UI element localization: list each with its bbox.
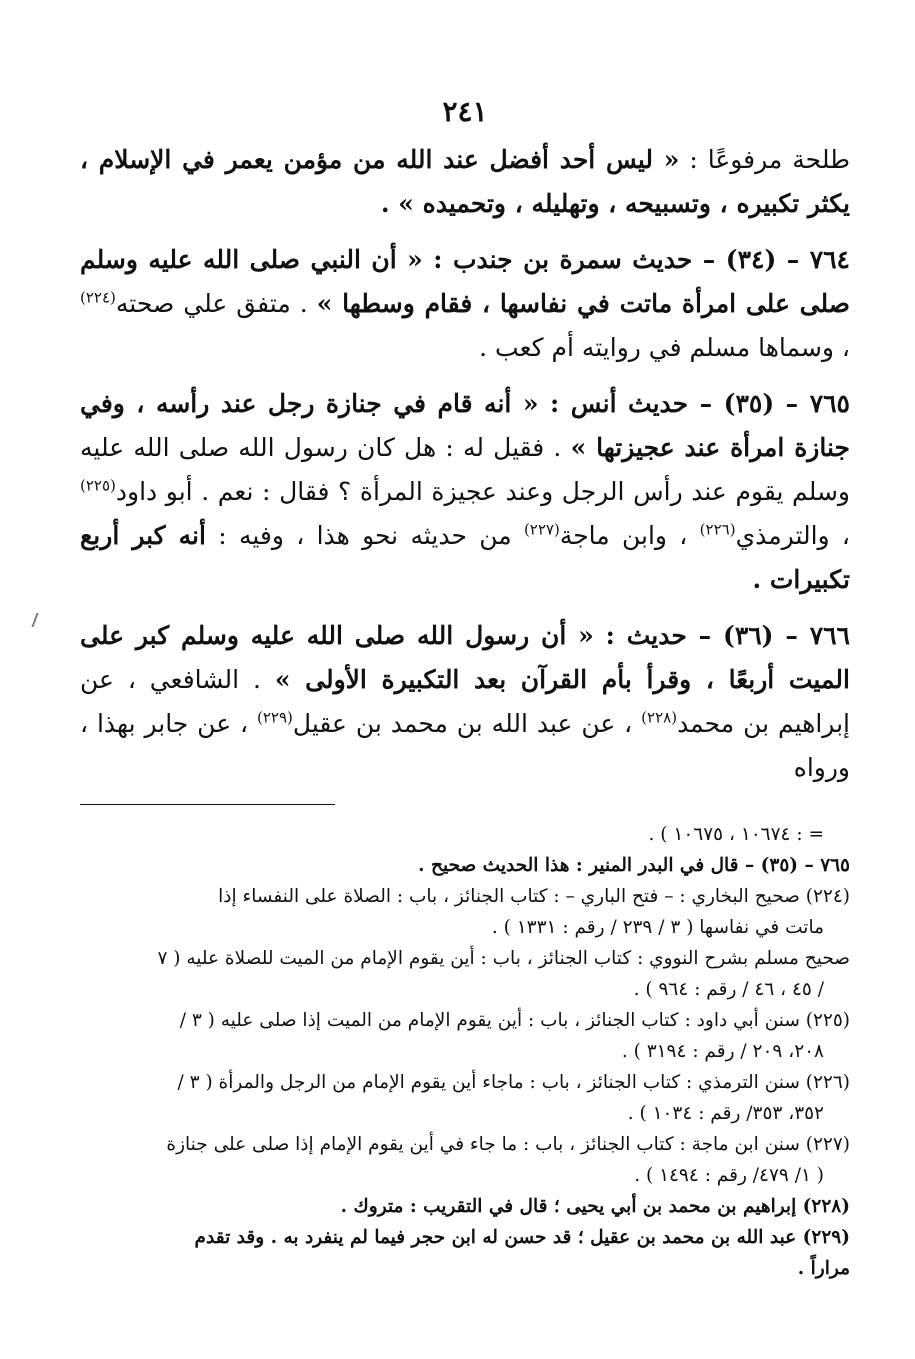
hadith-765 — [80, 382, 850, 602]
talha-quote: « ليس أحد أفضل عند الله من مؤمن يعمر في الإسلام ، يكثر تكبيره ، وتسبيحه ، وتهليله ، وتحميده » . — [80, 145, 850, 218]
hadith-764-remark: . متفق علي صحته — [115, 289, 317, 318]
footnote-226: (٢٢٦) سنن الترمذي : كتاب الجنائز ، باب : ماجاء أين يقوم الإمام من الرجل والمرأة ( ٣ / ٣٥٢، ٣٥٣/ رقم : ١٠٣٤ ) . — [177, 1072, 850, 1124]
hadith-764-tail: ، وسماها مسلم في روايته أم كعب . — [479, 333, 850, 362]
talha-plain: طلحة مرفوعًا : — [679, 145, 850, 174]
hadith-765-takbirat: أنه كبر أربع تكبيرات . — [80, 521, 850, 594]
hadith-765-body-1: . فقيل له : هل كان رسول الله صلى الله عليه وسلم يقوم عند رأس الرجل وعند عجيزة المرأة ؟ فقال : نعم . أبو داود — [80, 433, 850, 506]
footnote-229: (٢٢٩) عبد الله بن محمد بن عقيل ؛ قد حسن له ابن حجر فيما لم ينفرد به . وقد تقدم مراراً . — [194, 1227, 850, 1279]
hadith-765-text: ٧٦٥ – (٣٥) – حديث أنس : « أنه قام في جنازة رجل عند رأسه ، وفي جنازة امرأة عند عجيزتها » — [80, 389, 850, 462]
scan-speck — [31, 613, 43, 627]
footnote-227: (٢٢٧) سنن ابن ماجة : كتاب الجنائز ، باب : ما جاء في أين يقوم الإمام إذا صلى على جنازة ( ١/ ٤٧٩/ رقم : ١٤٩٤ ) . — [166, 1134, 850, 1186]
footnote-224-muslim: صحيح مسلم بشرح النووي : كتاب الجنائز ، باب : أين يقوم الإمام من الميت للصلاة عليه ( ٧ / ٤٥ ، ٤٦ / رقم : ٩٦٤ ) . — [157, 948, 850, 1000]
footnote-ref-225: (٢٢٥) — [80, 476, 116, 495]
footnote-ref-226: (٢٢٦) — [699, 520, 736, 539]
hadith-765-body-2: ، والترمذي — [735, 521, 850, 550]
footnote-divider — [80, 804, 335, 805]
hadith-766-body-2: ، عن عبد الله بن محمد بن عقيل — [292, 709, 642, 738]
paragraph-talha — [80, 138, 850, 226]
hadith-766-body-3: ، عن جابر بهذا ، ورواه — [80, 709, 850, 782]
hadith-766-text: ٧٦٦ – (٣٦) – حديث : « أن رسول الله صلى الله عليه وسلم كبر على الميت أربعًا ، وقرأ بأم القرآن بعد التكبيرة الأولى » — [80, 621, 850, 694]
footnotes — [80, 819, 850, 1284]
footnote-ref-228: (٢٢٨) — [641, 708, 678, 727]
footnote-228: (٢٢٨) إبراهيم بن محمد بن أبي يحيى ؛ قال في التقريب : متروك . — [340, 1196, 850, 1217]
footnote-continuation: = : ١٠٦٧٤ ، ١٠٦٧٥ ) . — [648, 824, 824, 845]
footnote-224: (٢٢٤) صحيح البخاري : – فتح الباري – : كتاب الجنائز ، باب : الصلاة على النفساء إذا ماتت في نفاسها ( ٣ / ٢٣٩ / رقم : ١٣٣١ ) . — [218, 886, 850, 938]
footnote-225: (٢٢٥) سنن أبي داود : كتاب الجنائز ، باب : أين يقوم الإمام من الميت إذا صلى عليه ( ٣ / ٢٠٨، ٢٠٩ / رقم : ٣١٩٤ ) . — [179, 1010, 850, 1062]
footnote-ref-227: (٢٢٧) — [523, 520, 560, 539]
hadith-764 — [80, 238, 850, 370]
hadith-765-body-4: من حديثه نحو هذا ، وفيه : — [205, 521, 524, 550]
footnote-765-note: ٧٦٥ – (٣٥) – قال في البدر المنير : هذا الحديث صحيح . — [418, 855, 850, 876]
page-body — [80, 95, 850, 1345]
hadith-766 — [80, 614, 850, 790]
page-number: ٢٤١ — [442, 95, 488, 128]
hadith-764-text: ٧٦٤ – (٣٤) – حديث سمرة بن جندب : « أن النبي صلى الله عليه وسلم صلى على امرأة ماتت في نفاسها ، فقام وسطها » — [80, 245, 850, 318]
footnote-ref-229: (٢٢٩) — [257, 708, 293, 727]
hadith-765-body-3: ، وابن ماجة — [559, 521, 700, 550]
footnote-ref-224: (٢٢٤) — [80, 288, 116, 307]
hadith-766-body-1: . الشافعي ، عن إبراهيم بن محمد — [80, 665, 850, 738]
